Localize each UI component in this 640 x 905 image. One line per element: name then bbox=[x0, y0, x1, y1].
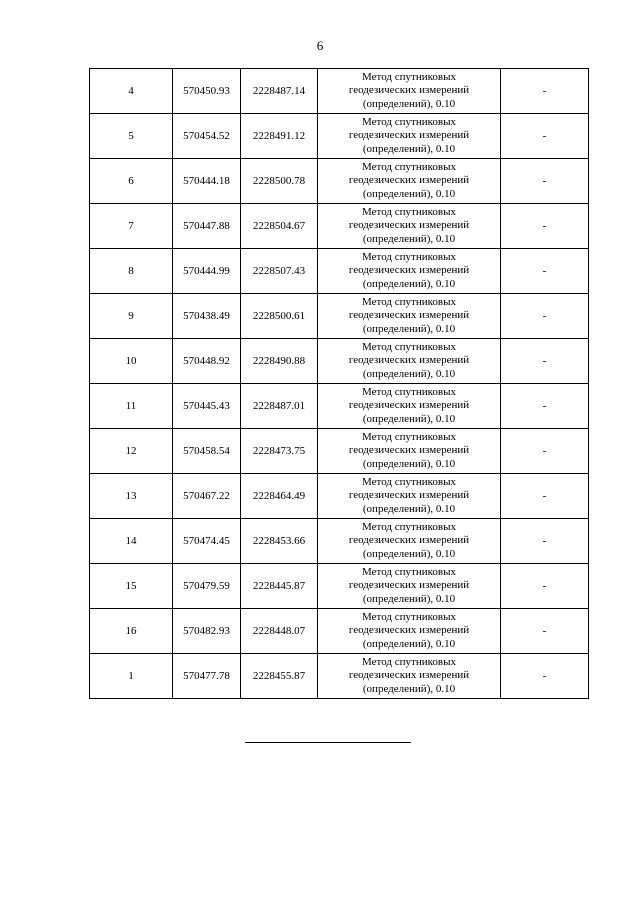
x-coordinate-cell: 570448.92 bbox=[173, 339, 241, 384]
y-coordinate-cell: 2228507.43 bbox=[241, 249, 318, 294]
x-coordinate-cell: 570444.99 bbox=[173, 249, 241, 294]
table-row bbox=[90, 519, 589, 564]
table-row bbox=[90, 384, 589, 429]
method-cell bbox=[318, 384, 501, 429]
y-coordinate-cell: 2228491.12 bbox=[241, 114, 318, 159]
method-line: геодезических измерений bbox=[348, 219, 470, 232]
method-line: (определений), 0.10 bbox=[362, 682, 456, 695]
method-line: геодезических измерений bbox=[348, 399, 470, 412]
y-coordinate-cell: 2228464.49 bbox=[241, 474, 318, 519]
x-coordinate-cell: 570474.45 bbox=[173, 519, 241, 564]
method-line: (определений), 0.10 bbox=[362, 322, 456, 335]
method-cell bbox=[318, 609, 501, 654]
point-number-cell: 12 bbox=[90, 429, 173, 474]
method-line: (определений), 0.10 bbox=[362, 97, 456, 110]
method-line: Метод спутниковых bbox=[362, 520, 456, 533]
method-cell bbox=[318, 159, 501, 204]
y-coordinate-cell: 2228445.87 bbox=[241, 564, 318, 609]
x-coordinate-cell: 570479.59 bbox=[173, 564, 241, 609]
description-cell: - bbox=[501, 204, 589, 249]
x-coordinate-cell: 570438.49 bbox=[173, 294, 241, 339]
table-row bbox=[90, 249, 589, 294]
y-coordinate-cell: 2228473.75 bbox=[241, 429, 318, 474]
method-line: (определений), 0.10 bbox=[362, 367, 456, 380]
y-coordinate-cell: 2228500.61 bbox=[241, 294, 318, 339]
point-number-cell: 5 bbox=[90, 114, 173, 159]
page-number: 6 bbox=[316, 38, 324, 53]
method-line: геодезических измерений bbox=[348, 624, 470, 637]
method-line: Метод спутниковых bbox=[362, 250, 456, 263]
x-coordinate-cell: 570482.93 bbox=[173, 609, 241, 654]
point-number-cell: 4 bbox=[90, 69, 173, 114]
method-cell bbox=[318, 654, 501, 699]
table-row bbox=[90, 654, 589, 699]
table-row bbox=[90, 429, 589, 474]
y-coordinate-cell: 2228448.07 bbox=[241, 609, 318, 654]
method-line: Метод спутниковых bbox=[362, 205, 456, 218]
description-cell: - bbox=[501, 429, 589, 474]
method-cell bbox=[318, 564, 501, 609]
method-line: (определений), 0.10 bbox=[362, 232, 456, 245]
method-line: (определений), 0.10 bbox=[362, 187, 456, 200]
method-cell bbox=[318, 249, 501, 294]
y-coordinate-cell: 2228487.14 bbox=[241, 69, 318, 114]
method-line: геодезических измерений bbox=[348, 579, 470, 592]
method-cell bbox=[318, 429, 501, 474]
description-cell: - bbox=[501, 114, 589, 159]
method-line: (определений), 0.10 bbox=[362, 457, 456, 470]
x-coordinate-cell: 570467.22 bbox=[173, 474, 241, 519]
coordinates-table bbox=[89, 68, 589, 699]
point-number-cell: 11 bbox=[90, 384, 173, 429]
method-line: Метод спутниковых bbox=[362, 115, 456, 128]
point-number-cell: 14 bbox=[90, 519, 173, 564]
method-line: Метод спутниковых bbox=[362, 610, 456, 623]
method-cell bbox=[318, 474, 501, 519]
method-line: геодезических измерений bbox=[348, 84, 470, 97]
method-line: (определений), 0.10 bbox=[362, 637, 456, 650]
point-number-cell: 16 bbox=[90, 609, 173, 654]
point-number-cell: 1 bbox=[90, 654, 173, 699]
method-cell bbox=[318, 69, 501, 114]
description-cell: - bbox=[501, 159, 589, 204]
method-line: (определений), 0.10 bbox=[362, 412, 456, 425]
y-coordinate-cell: 2228490.88 bbox=[241, 339, 318, 384]
point-number-cell: 13 bbox=[90, 474, 173, 519]
method-line: (определений), 0.10 bbox=[362, 277, 456, 290]
description-cell: - bbox=[501, 654, 589, 699]
description-cell: - bbox=[501, 69, 589, 114]
method-line: геодезических измерений bbox=[348, 129, 470, 142]
method-line: Метод спутниковых bbox=[362, 295, 456, 308]
method-cell bbox=[318, 294, 501, 339]
end-separator-line bbox=[245, 742, 411, 743]
method-line: геодезических измерений bbox=[348, 264, 470, 277]
method-line: Метод спутниковых bbox=[362, 475, 456, 488]
method-cell bbox=[318, 339, 501, 384]
method-line: геодезических измерений bbox=[348, 534, 470, 547]
table-row bbox=[90, 609, 589, 654]
y-coordinate-cell: 2228453.66 bbox=[241, 519, 318, 564]
table-body bbox=[90, 69, 589, 699]
method-line: геодезических измерений bbox=[348, 489, 470, 502]
x-coordinate-cell: 570477.78 bbox=[173, 654, 241, 699]
method-line: Метод спутниковых bbox=[362, 565, 456, 578]
method-line: (определений), 0.10 bbox=[362, 502, 456, 515]
method-cell bbox=[318, 204, 501, 249]
y-coordinate-cell: 2228487.01 bbox=[241, 384, 318, 429]
method-line: Метод спутниковых bbox=[362, 430, 456, 443]
description-cell: - bbox=[501, 564, 589, 609]
method-line: геодезических измерений bbox=[348, 309, 470, 322]
method-line: геодезических измерений bbox=[348, 174, 470, 187]
point-number-cell: 6 bbox=[90, 159, 173, 204]
table-row bbox=[90, 474, 589, 519]
point-number-cell: 9 bbox=[90, 294, 173, 339]
point-number-cell: 10 bbox=[90, 339, 173, 384]
y-coordinate-cell: 2228504.67 bbox=[241, 204, 318, 249]
method-line: Метод спутниковых bbox=[362, 160, 456, 173]
description-cell: - bbox=[501, 339, 589, 384]
table-row bbox=[90, 204, 589, 249]
method-line: (определений), 0.10 bbox=[362, 592, 456, 605]
description-cell: - bbox=[501, 294, 589, 339]
table-row bbox=[90, 69, 589, 114]
method-line: (определений), 0.10 bbox=[362, 142, 456, 155]
x-coordinate-cell: 570445.43 bbox=[173, 384, 241, 429]
y-coordinate-cell: 2228500.78 bbox=[241, 159, 318, 204]
x-coordinate-cell: 570458.54 bbox=[173, 429, 241, 474]
x-coordinate-cell: 570447.88 bbox=[173, 204, 241, 249]
method-line: Метод спутниковых bbox=[362, 340, 456, 353]
method-line: Метод спутниковых bbox=[362, 70, 456, 83]
method-cell bbox=[318, 519, 501, 564]
point-number-cell: 8 bbox=[90, 249, 173, 294]
table-row bbox=[90, 564, 589, 609]
description-cell: - bbox=[501, 519, 589, 564]
x-coordinate-cell: 570444.18 bbox=[173, 159, 241, 204]
method-line: Метод спутниковых bbox=[362, 655, 456, 668]
method-line: геодезических измерений bbox=[348, 354, 470, 367]
method-line: (определений), 0.10 bbox=[362, 547, 456, 560]
table-row bbox=[90, 339, 589, 384]
table-row bbox=[90, 114, 589, 159]
table-row bbox=[90, 159, 589, 204]
x-coordinate-cell: 570450.93 bbox=[173, 69, 241, 114]
point-number-cell: 15 bbox=[90, 564, 173, 609]
description-cell: - bbox=[501, 474, 589, 519]
description-cell: - bbox=[501, 609, 589, 654]
table-row bbox=[90, 294, 589, 339]
method-line: геодезических измерений bbox=[348, 669, 470, 682]
method-cell bbox=[318, 114, 501, 159]
y-coordinate-cell: 2228455.87 bbox=[241, 654, 318, 699]
method-line: геодезических измерений bbox=[348, 444, 470, 457]
description-cell: - bbox=[501, 384, 589, 429]
method-line: Метод спутниковых bbox=[362, 385, 456, 398]
x-coordinate-cell: 570454.52 bbox=[173, 114, 241, 159]
description-cell: - bbox=[501, 249, 589, 294]
point-number-cell: 7 bbox=[90, 204, 173, 249]
